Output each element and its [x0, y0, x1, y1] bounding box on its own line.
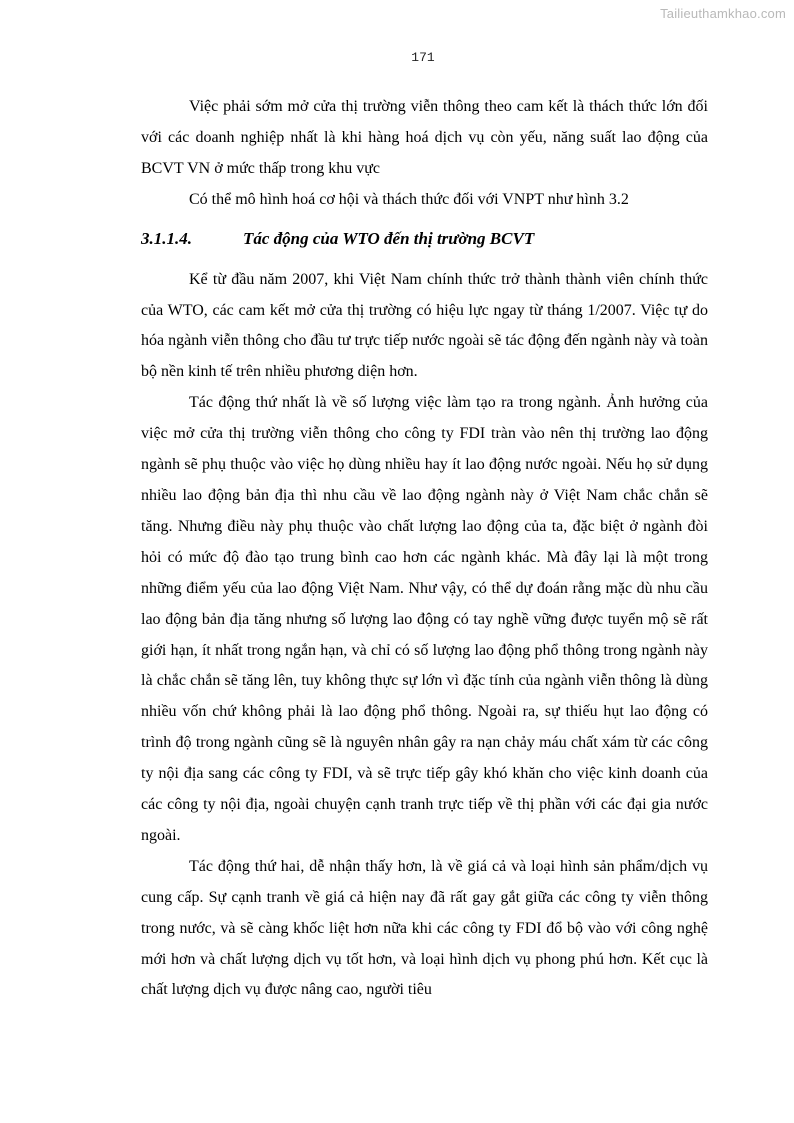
section-title: Tác động của WTO đến thị trường BCVT — [243, 228, 535, 248]
document-body — [141, 92, 708, 1006]
section-number: 3.1.1.4. — [141, 228, 192, 248]
paragraph: Việc phải sớm mở cửa thị trường viễn thông theo cam kết là thách thức lớn đối với các doanh nghiệp nhất là khi hàng hoá dịch vụ còn yếu, năng suất lao động của BCVT VN ở mức thấp trong khu vực — [141, 98, 708, 177]
paragraph: Tác động thứ hai, dễ nhận thấy hơn, là về giá cả và loại hình sản phẩm/dịch vụ cung cấp. Sự cạnh tranh về giá cả hiện nay đã rất gay gắt giữa các công ty viễn thông trong nước, và sẽ càng khốc liệt hơn nữa khi các công ty FDI đổ bộ vào với công nghệ mới hơn và chất lượng dịch vụ tốt hơn, và loại hình dịch vụ phong phú hơn. Kết cục là chất lượng dịch vụ được nâng cao, người tiêu — [141, 857, 708, 999]
paragraph: Tác động thứ nhất là về số lượng việc làm tạo ra trong ngành. Ảnh hưởng của việc mở cửa thị trường viễn thông cho công ty FDI tràn vào nên thị trường lao động ngành sẽ phụ thuộc vào việc họ dùng nhiều hay ít lao động nước ngoài. Nếu họ sử dụng nhiều lao động bản địa thì nhu cầu về lao động ngành này ở Việt Nam chắc chắn sẽ tăng. Nhưng điều này phụ thuộc vào chất lượng lao động của ta, đặc biệt ở ngành đòi hỏi có mức độ đào tạo trung bình cao hơn các ngành khác. Mà đây lại là một trong những điểm yếu của lao động Việt Nam. Như vậy, có thể dự đoán rằng mặc dù nhu cầu lao động bản địa tăng nhưng số lượng lao động có tay nghề vững được tuyển mộ sẽ rất giới hạn, ít nhất trong ngắn hạn, và chỉ có số lượng lao động phổ thông trong ngành này là chắc chắn sẽ tăng lên, tuy không thực sự lớn vì đặc tính của ngành viễn thông là dùng nhiều vốn chứ không phải là lao động phổ thông. Ngoài ra, sự thiếu hụt lao động có trình độ trong ngành cũng sẽ là nguyên nhân gây ra nạn chảy máu chất xám từ các công ty nội địa sang các công ty FDI, và sẽ trực tiếp gây khó khăn cho việc kinh doanh của các công ty nội địa, ngoài chuyện cạnh tranh trực tiếp về thị phần với các đại gia nước ngoài. — [141, 394, 708, 844]
watermark: Tailieuthamkhao.com — [660, 6, 786, 21]
section-heading — [141, 223, 708, 255]
page-number: 171 — [411, 50, 435, 65]
paragraph: Có thể mô hình hoá cơ hội và thách thức đối với VNPT như hình 3.2 — [189, 190, 629, 208]
paragraph: Kể từ đầu năm 2007, khi Việt Nam chính thức trở thành thành viên chính thức của WTO, các cam kết mở cửa thị trường có hiệu lực ngay từ tháng 1/2007. Việc tự do hóa ngành viễn thông cho đầu tư trực tiếp nước ngoài sẽ tác động đến ngành này và toàn bộ nền kinh tế trên nhiều phương diện hơn. — [141, 270, 708, 381]
